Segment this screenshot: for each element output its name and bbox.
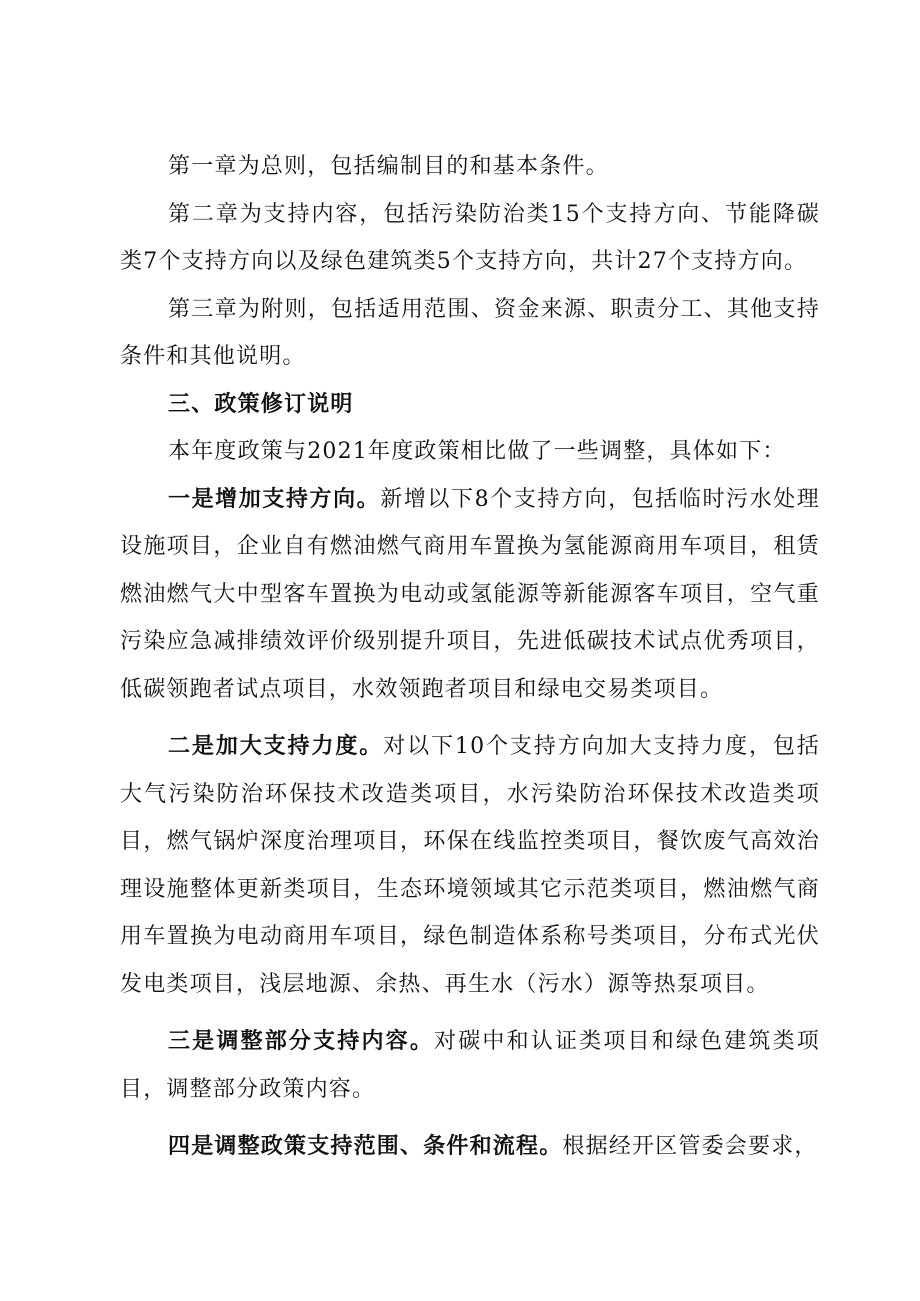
paragraph-chapter-1 <box>120 143 820 191</box>
paragraph-point-3 <box>120 1018 820 1113</box>
paragraph-text: 第一章为总则，包括编制目的和基本条件。 <box>168 154 609 179</box>
point-lead: 三是调整部分支持内容。 <box>168 1028 435 1054</box>
point-body: 新增以下8个支持方向，包括临时污水处理设施项目，企业自有燃油燃气商用车置换为氢能源商用车项目，租赁燃油燃气大中型客车置换为电动或氢能源等新能源客车项目，空气重污染应急减排绩效评价级别提升项目，先进低碳技术试点优秀项目，低碳领跑者试点项目，水效领跑者项目和绿电交易类项目。 <box>120 486 820 702</box>
paragraph-chapter-3 <box>120 286 820 381</box>
paragraph-point-1 <box>120 476 820 714</box>
document-body <box>120 143 820 1171</box>
paragraph-text: 本年度政策与2021年度政策相比做了一些调整，具体如下： <box>168 439 786 464</box>
point-lead: 一是增加支持方向。 <box>168 485 381 512</box>
paragraph-point-4 <box>120 1123 820 1171</box>
paragraph-text: 第三章为附则，包括适用范围、资金来源、职责分工、其他支持条件和其他说明。 <box>120 296 820 369</box>
paragraph-intro <box>120 428 820 476</box>
paragraph-point-2 <box>120 723 820 1008</box>
paragraph-text: 第二章为支持内容，包括污染防治类15个支持方向、节能降碳类7个支持方向以及绿色建筑类5个支持方向，共计27个支持方向。 <box>120 201 820 274</box>
point-body: 对以下10个支持方向加大支持力度，包括大气污染防治环保技术改造类项目，水污染防治环保技术改造类项目，燃气锅炉深度治理项目，环保在线监控类项目，餐饮废气高效治理设施整体更新类项目，生态环境领域其它示范类项目，燃油燃气商用车置换为电动商用车项目，绿色制造体系称号类项目，分布式光伏发电类项目，浅层地源、余热、再生水（污水）源等热泵项目。 <box>120 734 820 997</box>
point-lead: 二是加大支持力度。 <box>168 733 384 759</box>
paragraph-chapter-2 <box>120 191 820 286</box>
heading-text: 三、政策修订说明 <box>168 390 354 417</box>
point-body: 对碳中和认证类项目和绿色建筑类项目，调整部分政策内容。 <box>120 1029 820 1102</box>
point-body: 根据经开区管委会要求， <box>562 1134 818 1159</box>
section-heading-policy-revision <box>120 381 820 429</box>
point-lead: 四是调整政策支持范围、条件和流程。 <box>168 1133 563 1159</box>
